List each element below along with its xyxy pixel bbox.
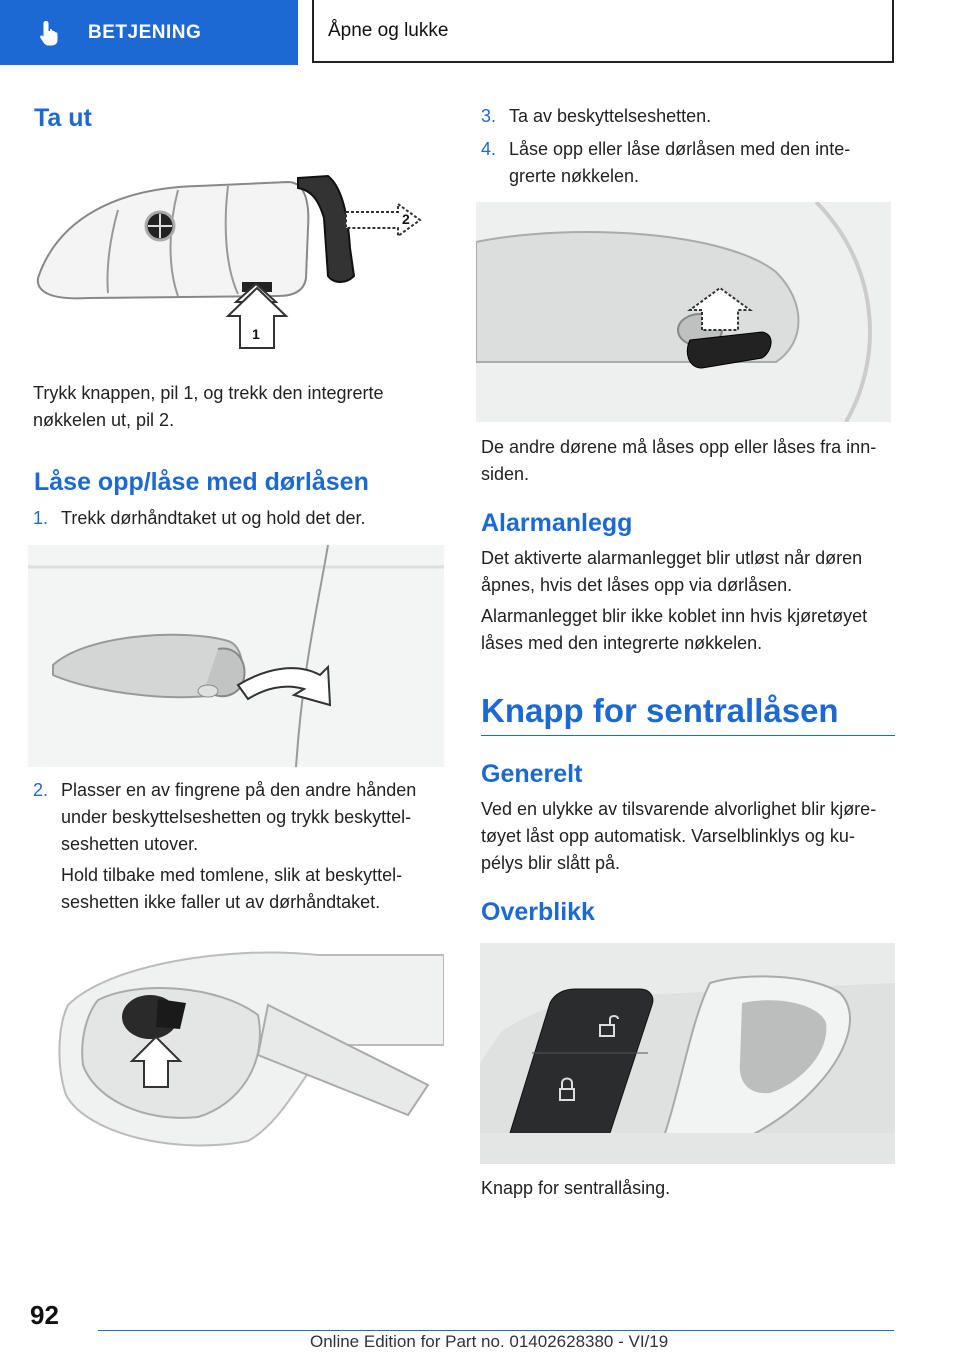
section-label: BETJENING <box>88 21 202 43</box>
step-2-line-3: seshetten utover. <box>61 834 199 854</box>
general-line-2: tøyet låst opp automatisk. Varselblinklys og ku- <box>481 826 855 846</box>
step-4-text <box>509 136 850 190</box>
section-title-dorlas: Låse opp/låse med dørlåsen <box>34 468 369 496</box>
alarm-line-2: åpnes, hvis det låses opp via dørlåsen. <box>481 575 793 595</box>
alarm-text-1 <box>481 545 862 599</box>
chapter-title-central-lock: Knapp for sentrallåsen <box>481 692 839 729</box>
step-4-line-2: grerte nøkkelen. <box>509 166 640 186</box>
alarm-line-3: Alarmanlegget blir ikke koblet inn hvis kjøretøyet <box>481 606 868 626</box>
ta-ut-text-line-2: nøkkelen ut, pil 2. <box>33 410 175 430</box>
step-1-text: Trekk dørhåndtaket ut og hold det der. <box>61 508 366 528</box>
footer-rule <box>98 1330 894 1331</box>
hand-pointer-icon <box>38 19 62 47</box>
other-doors-line-1: De andre dørene må låses opp eller låses fra inn- <box>481 437 877 457</box>
section-title-alarmanlegg: Alarmanlegg <box>481 509 633 537</box>
chapter-header <box>312 0 894 63</box>
section-tab[interactable] <box>0 0 298 65</box>
step-4-number: 4. <box>481 139 497 159</box>
figure-central-lock-button <box>480 943 895 1164</box>
ta-ut-text <box>33 380 384 434</box>
alarm-line-1: Det aktiverte alarmanlegget blir utløst når døren <box>481 548 863 568</box>
step-4-line-1: Låse opp eller låse dørlåsen med den inte- <box>509 139 851 159</box>
page-number: 92 <box>30 1300 59 1330</box>
step-3-text: Ta av beskyttelseshetten. <box>509 106 712 126</box>
other-doors-text <box>481 434 876 488</box>
key-arrow-2-label: 2 <box>402 211 410 227</box>
footer-edition: Online Edition for Part no. 01402628380 - VI/19 <box>310 1332 669 1351</box>
chapter-title: Åpne og lukke <box>328 19 449 41</box>
other-doors-line-2: siden. <box>481 464 530 484</box>
step-3-number: 3. <box>481 106 497 126</box>
ta-ut-text-line-1: Trykk knappen, pil 1, og trekk den integrerte <box>33 383 384 403</box>
figure-protective-cap <box>28 945 444 1167</box>
section-title-ta-ut: Ta ut <box>34 104 92 132</box>
figure-door-lock-key <box>476 202 891 422</box>
step-2-line-4: Hold tilbake med tomlene, slik at beskyttel- <box>61 865 403 885</box>
general-text <box>481 796 876 877</box>
figure-key-removal <box>28 158 444 356</box>
step-2-line-5: seshetten ikke faller ut av dørhåndtaket. <box>61 892 381 912</box>
general-line-3: pélys blir slått på. <box>481 853 621 873</box>
general-line-1: Ved en ulykke av tilsvarende alvorlighet blir kjøre- <box>481 799 877 819</box>
title-underline <box>481 735 895 736</box>
alarm-text-2 <box>481 603 867 657</box>
figure-door-handle-pull <box>28 545 444 767</box>
step-1-number: 1. <box>33 508 49 528</box>
step-2-number: 2. <box>33 780 49 800</box>
step-2-line-2: under beskyttelseshetten og trykk beskyttel- <box>61 807 412 827</box>
key-arrow-1-label: 1 <box>252 326 260 342</box>
section-title-generelt: Generelt <box>481 760 583 788</box>
figure-caption: Knapp for sentrallåsing. <box>481 1178 671 1198</box>
step-2-line-1: Plasser en av fingrene på den andre hånden <box>61 780 417 800</box>
alarm-line-4: låses med den integrerte nøkkelen. <box>481 633 763 653</box>
section-title-overblikk: Overblikk <box>481 898 595 926</box>
step-2-note <box>61 862 402 916</box>
